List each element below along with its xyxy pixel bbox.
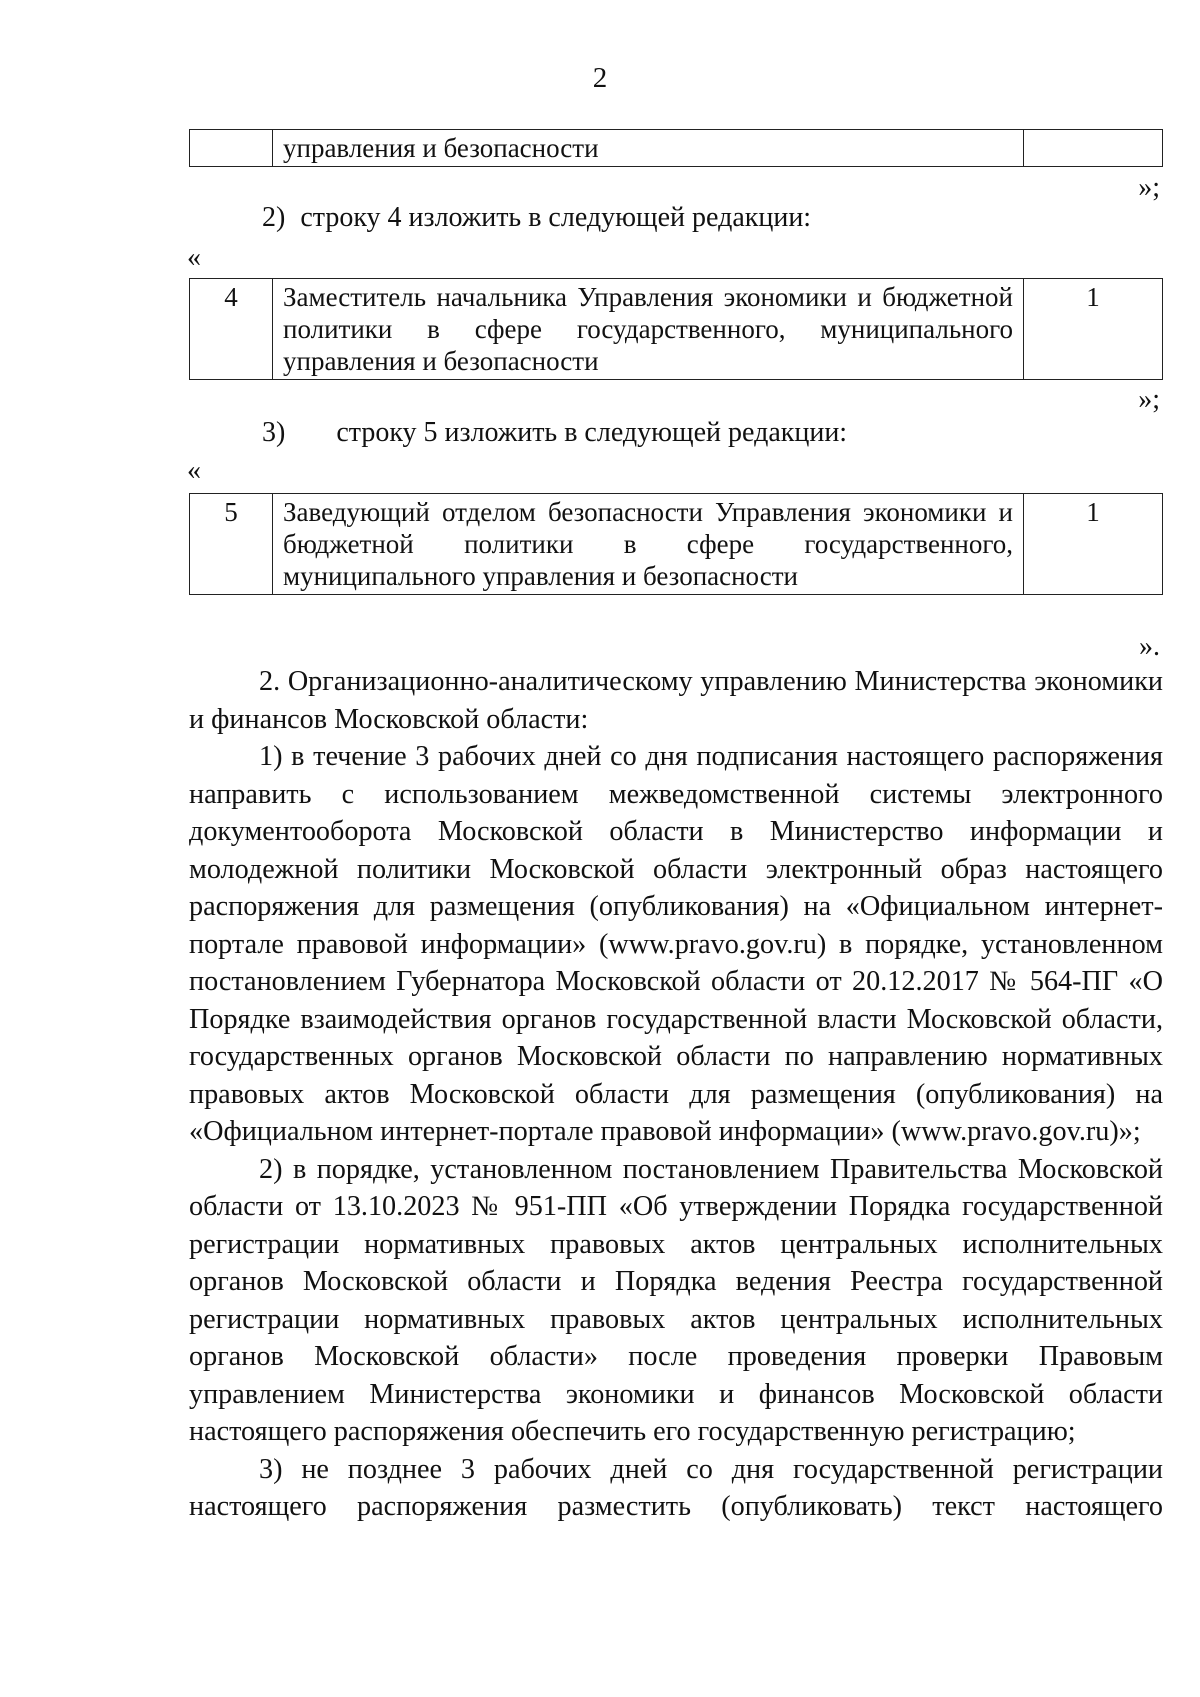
body-text (189, 663, 1163, 1526)
position-count (1024, 130, 1163, 167)
table-row-4 (189, 278, 1163, 380)
row-number (190, 130, 273, 167)
closing-quote: ». (1139, 631, 1160, 662)
paragraph: 3) не позднее 3 рабочих дней со дня государственной регистрации настоящего распоряжения разместить (опубликовать) текст настоящего (189, 1453, 1163, 1522)
list-marker: 2) (262, 202, 286, 233)
page-number: 2 (592, 62, 608, 94)
closing-quote: »; (1138, 172, 1160, 203)
row-number: 4 (190, 279, 273, 380)
paragraph: 1) в течение 3 рабочих дней со дня подписания настоящего распоряжения направить с использованием межведомственной системы электронного документооборота Московской области в Министерство информации и молодежной политики Московской области электронный образ настоящего распоряжения для размещения (опубликования) на «Официальном интернет-портале правовой информации» (www.pravo.gov.ru) в порядке, установленном постановлением Губернатора Московской области от 20.12.2017 № 564-ПГ «О Порядке взаимодействия органов государственной власти Московской области, государственных органов Московской области по направлению нормативных правовых актов Московской области для размещения (опубликования) на «Официальном интернет-портале правовой информации» (www.pravo.gov.ru)»; (189, 741, 1163, 1147)
position-count: 1 (1024, 494, 1163, 595)
position-title: управления и безопасности (273, 130, 1024, 167)
position-count: 1 (1024, 279, 1163, 380)
list-item-3 (262, 417, 847, 449)
list-marker: 3) (262, 417, 286, 448)
row-number: 5 (190, 494, 273, 595)
paragraph: 2) в порядке, установленном постановлением Правительства Московской области от 13.10.2023 № 951-ПП «Об утверждении Порядка государственной регистрации нормативных правовых актов центральных исполнительных органов Московской области и Порядка ведения Реестра государственной регистрации нормативных правовых актов центральных исполнительных органов Московской области» после проведения проверки Правовым управлением Министерства экономики и финансов Московской области настоящего распоряжения обеспечить его государственную регистрацию; (189, 1153, 1163, 1447)
paragraph: 2. Организационно-аналитическому управлению Министерства экономики и финансов Московской области: (189, 666, 1163, 735)
table-row (190, 130, 1163, 167)
list-text: строку 4 изложить в следующей редакции: (300, 202, 812, 233)
table-row-5 (189, 493, 1163, 595)
opening-quote: « (187, 455, 201, 486)
table-fragment-end (189, 129, 1163, 167)
list-item-2 (262, 202, 811, 234)
table-row (190, 279, 1163, 380)
table-row (190, 494, 1163, 595)
position-title: Заместитель начальника Управления экономики и бюджетной политики в сфере государственного, муниципального управления и безопасности (273, 279, 1024, 380)
opening-quote: « (187, 242, 201, 273)
list-text: строку 5 изложить в следующей редакции: (336, 417, 848, 448)
closing-quote: »; (1138, 384, 1160, 415)
position-title: Заведующий отделом безопасности Управления экономики и бюджетной политики в сфере государственного, муниципального управления и безопасности (273, 494, 1024, 595)
